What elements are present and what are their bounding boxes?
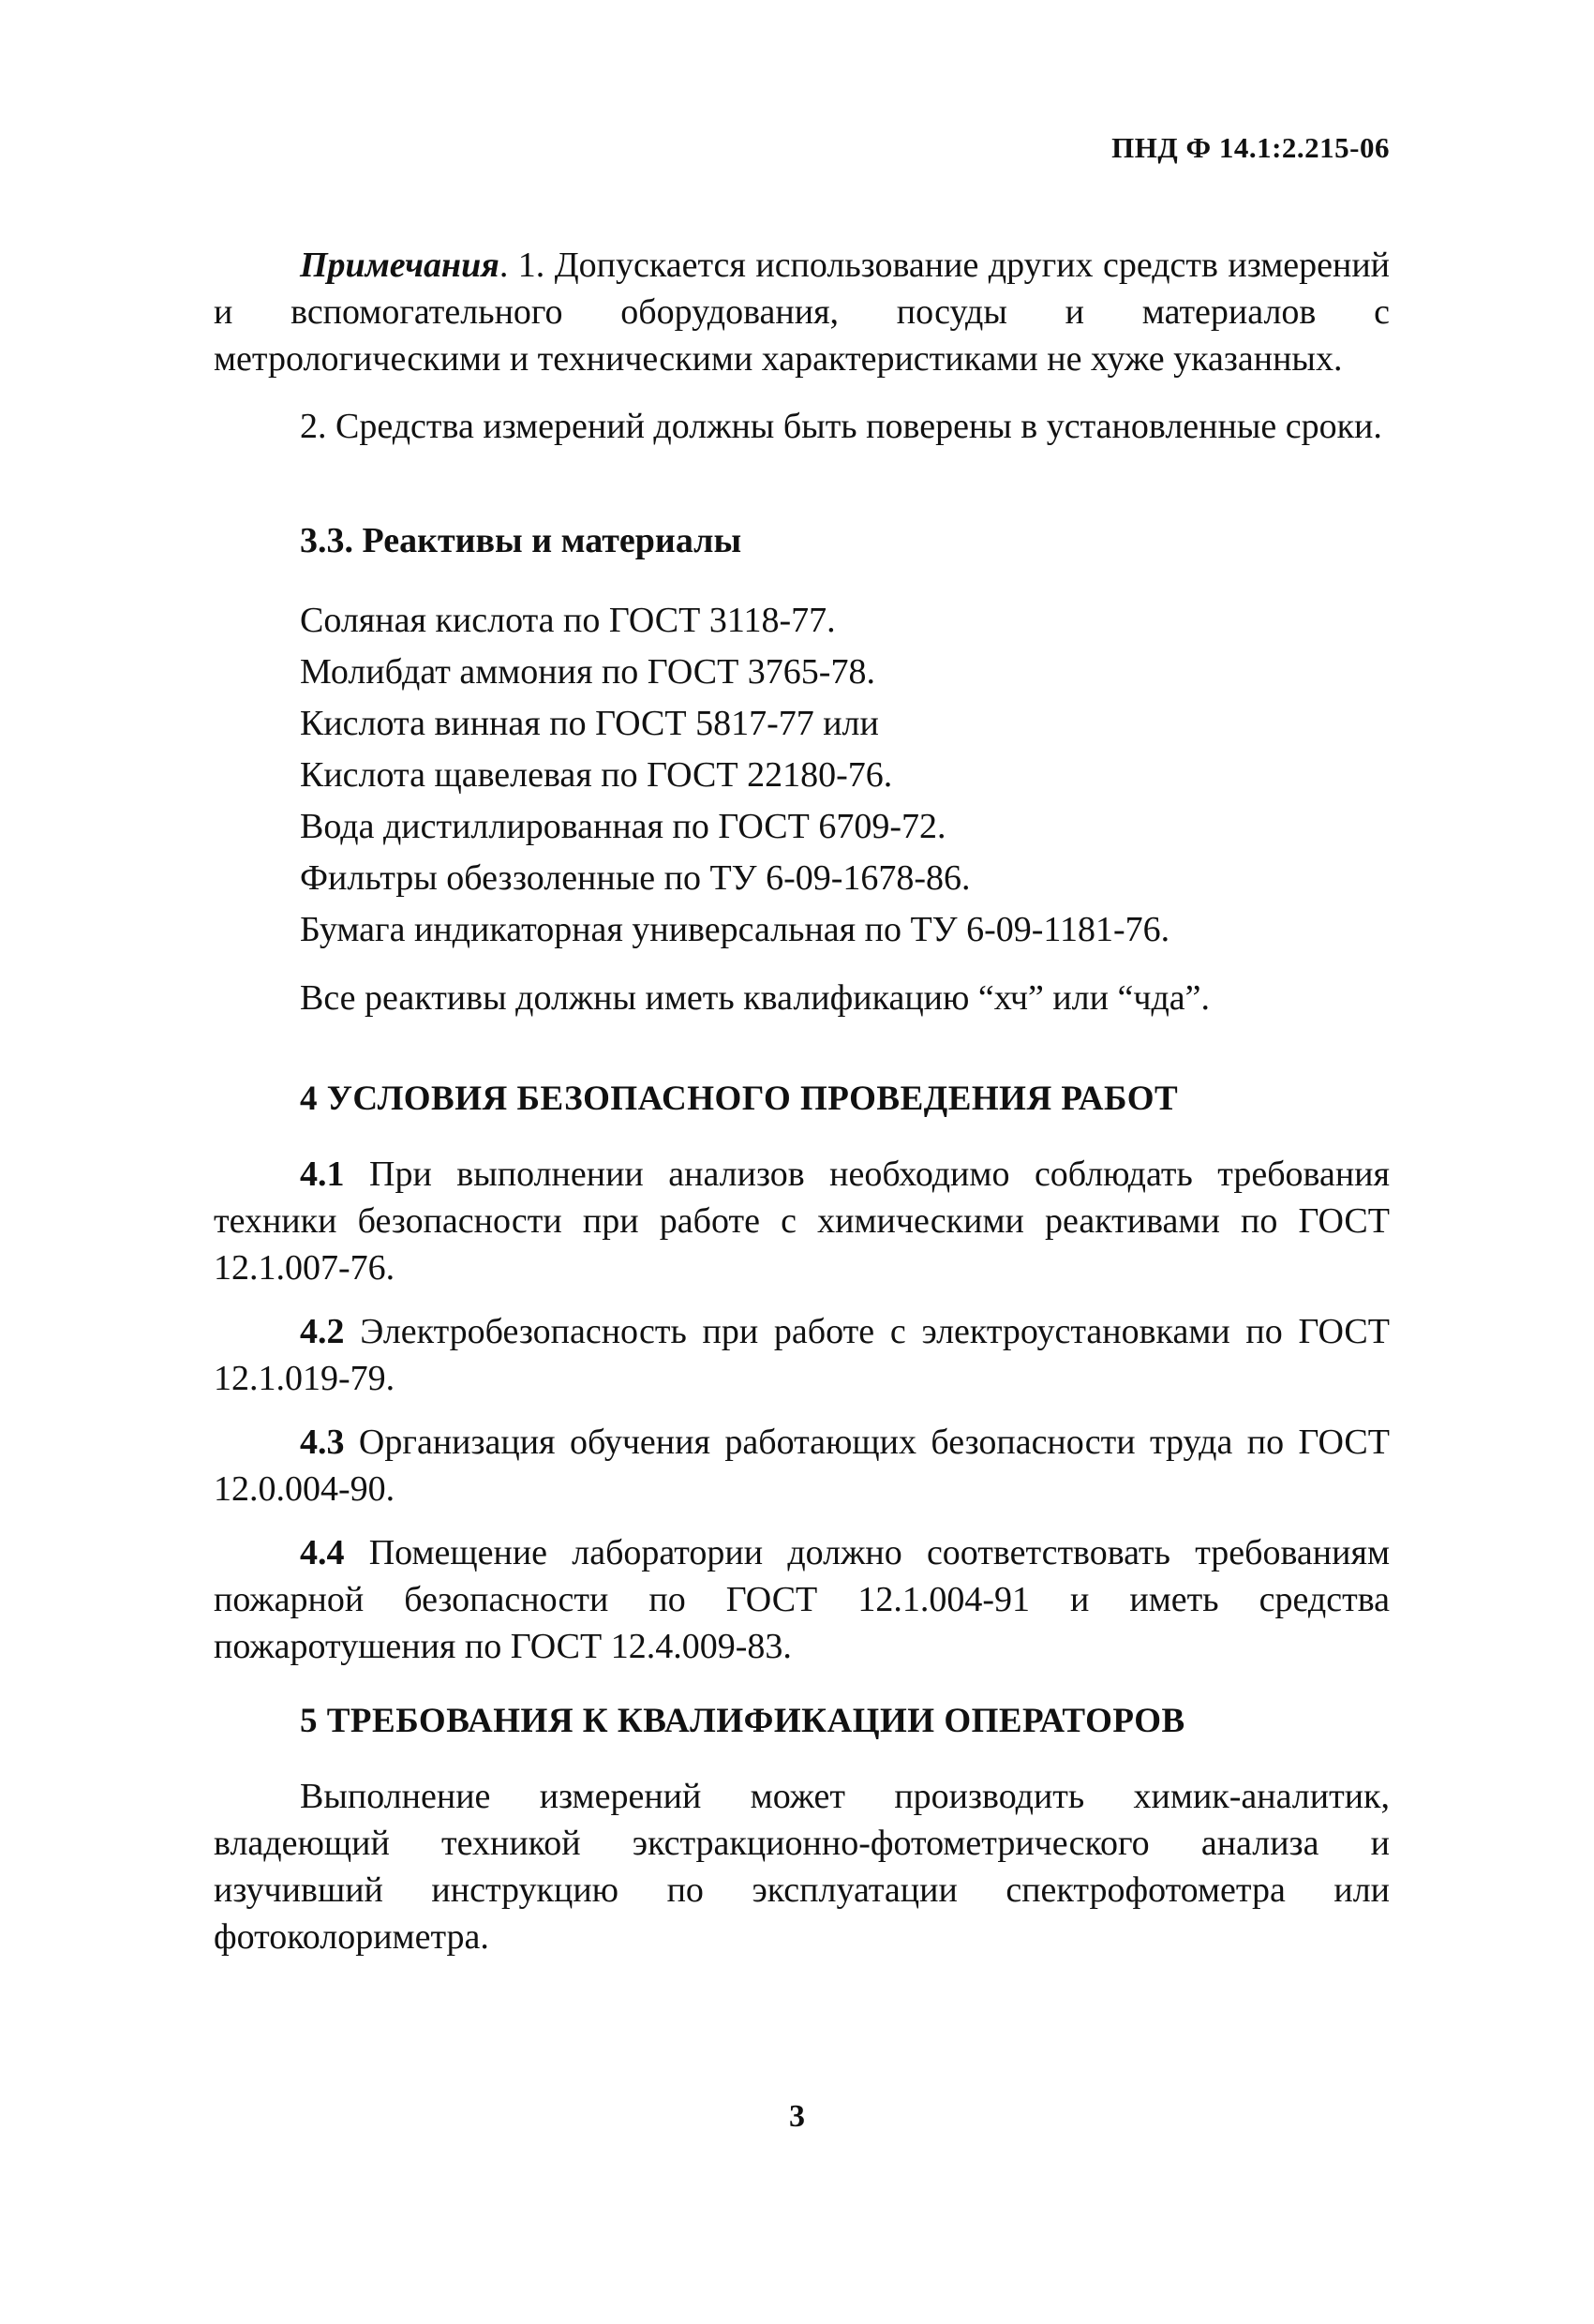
- note-1-text: . 1. Допускается использование других средств измерений и вспомогательного оборудования, посуды и материалов с метрологическими и техническими характеристиками не хуже указанных.: [214, 246, 1390, 379]
- reagent-list: [214, 595, 1390, 956]
- item-text: При выполнении анализов необходимо соблюдать требования техники безопасности при работе с химическими реактивами по ГОСТ 12.1.007-76.: [214, 1155, 1390, 1288]
- section-3-3: [214, 517, 1390, 1021]
- item-text: Помещение лаборатории должно соответствовать требованиям пожарной безопасности по ГОСТ 12.1.004-91 и иметь средства пожаротушения по ГОСТ 12.4.009-83.: [214, 1533, 1390, 1666]
- item-text: Организация обучения работающих безопасности труда по ГОСТ 12.0.004-90.: [214, 1423, 1390, 1509]
- section-4-item: [214, 1419, 1390, 1512]
- section-4: [214, 1076, 1390, 1670]
- notes-block: [214, 242, 1390, 450]
- section-4-heading: 4 УСЛОВИЯ БЕЗОПАСНОГО ПРОВЕДЕНИЯ РАБОТ: [300, 1080, 1179, 1118]
- item-number: 4.3: [300, 1423, 345, 1462]
- qualification-note: Все реактивы должны иметь квалификацию “хч” или “чда”.: [300, 978, 1211, 1018]
- page-number: 3: [789, 2099, 805, 2134]
- reagent-item: Фильтры обеззоленные по ТУ 6-09-1678-86.: [300, 858, 971, 898]
- item-number: 4.1: [300, 1155, 345, 1194]
- item-text: Электробезопасность при работе с электроустановками по ГОСТ 12.1.019-79.: [214, 1312, 1390, 1398]
- section-5-heading: 5 ТРЕБОВАНИЯ К КВАЛИФИКАЦИИ ОПЕРАТОРОВ: [300, 1702, 1185, 1740]
- section-5: [214, 1698, 1390, 1960]
- notes-label: Примечания: [300, 246, 499, 285]
- section-5-text: Выполнение измерений может производить химик-аналитик, владеющий техникой экстракционно-фотометрического анализа и изучивший инструкцию по эксплуатации спектрофотометра или фотоколориметра.: [214, 1777, 1390, 1957]
- reagent-item: Кислота винная по ГОСТ 5817-77 или: [300, 704, 879, 743]
- document-code: ПНД Ф 14.1:2.215-06: [1111, 131, 1390, 164]
- reagent-item: Кислота щавелевая по ГОСТ 22180-76.: [300, 755, 893, 795]
- note-1: [214, 242, 1390, 382]
- reagent-item: Бумага индикаторная универсальная по ТУ 6-09-1181-76.: [300, 910, 1170, 949]
- section-4-item: [214, 1151, 1390, 1291]
- section-4-item: [214, 1308, 1390, 1402]
- section-3-3-heading: 3.3. Реактивы и материалы: [300, 521, 742, 560]
- item-number: 4.4: [300, 1533, 345, 1572]
- item-number: 4.2: [300, 1312, 345, 1351]
- section-4-item: [214, 1529, 1390, 1670]
- note-2: 2. Средства измерений должны быть поверены в установленные сроки.: [300, 407, 1382, 446]
- reagent-item: Молибдат аммония по ГОСТ 3765-78.: [300, 652, 875, 692]
- reagent-item: Соляная кислота по ГОСТ 3118-77.: [300, 601, 836, 640]
- reagent-item: Вода дистиллированная по ГОСТ 6709-72.: [300, 807, 946, 846]
